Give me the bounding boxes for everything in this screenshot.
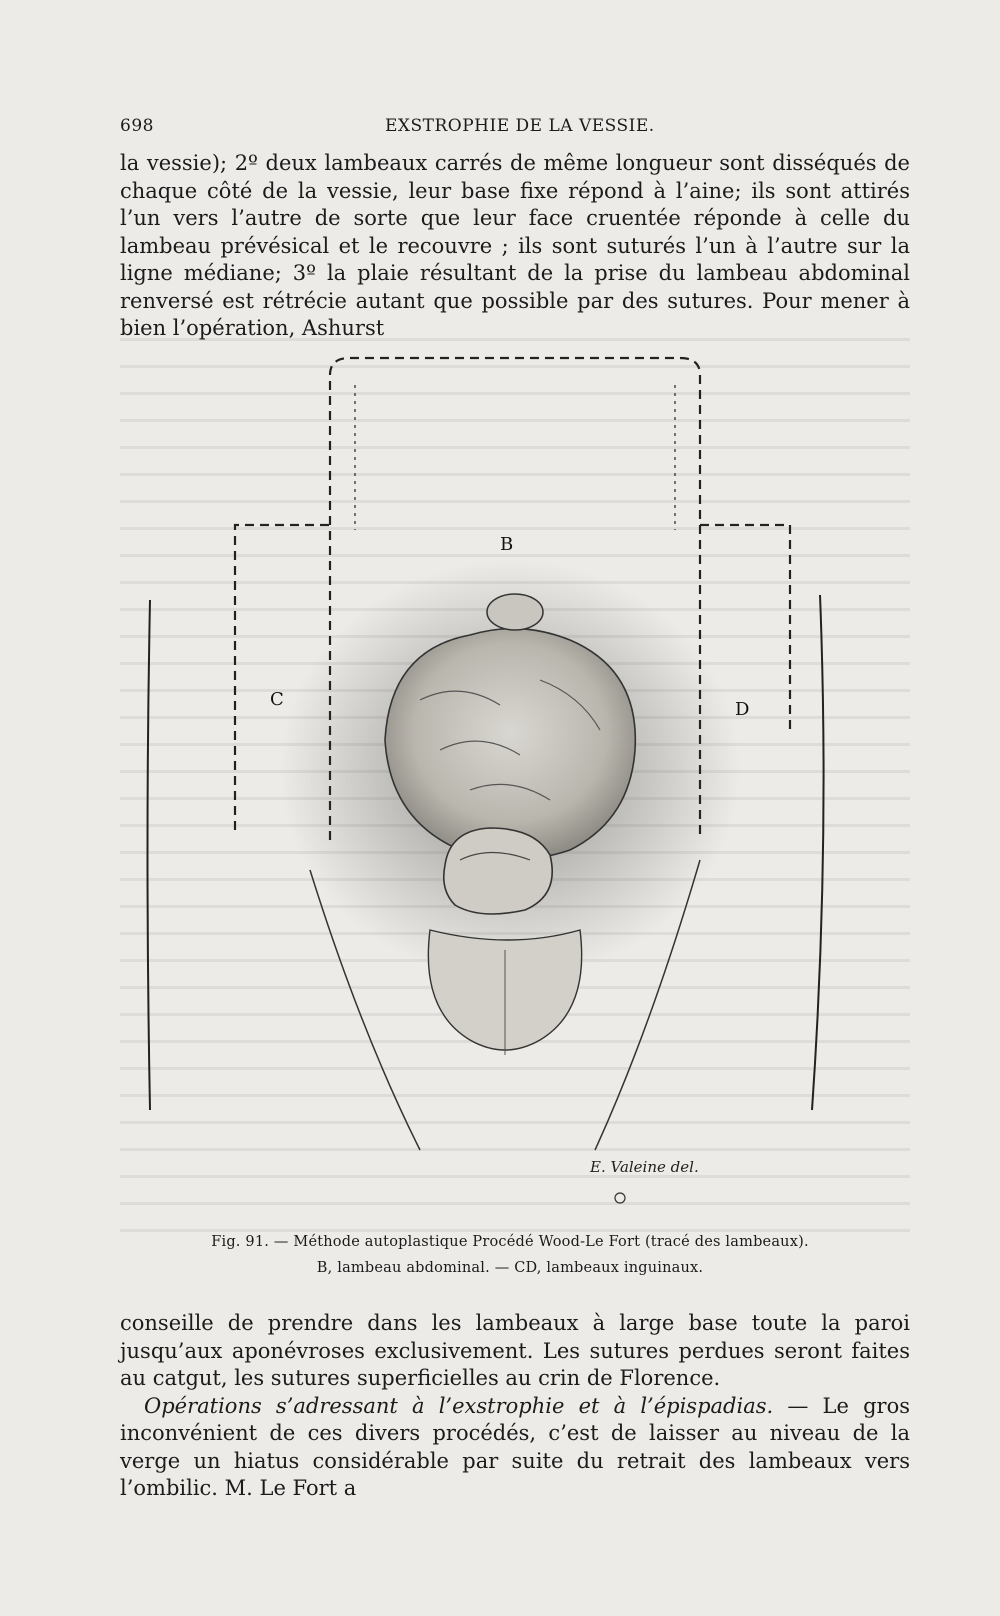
label-d: D: [735, 699, 750, 720]
signature: E. Valeine del.: [590, 1158, 699, 1176]
paragraph-top-text: la vessie); 2º deux lambeaux carrés de même longueur sont disséqués de chaque côté de la vessie, leur base fixe répond à l’aine; ils sont attirés l’un vers l’autre de sorte que leur face cruentée réponde à celle du lambeau prévésical et le recouvre ; ils sont suturés l’un à l’autre sur la ligne médiane; 3º la plaie résultant de la prise du lambeau abdominal renversé est rétrécie autant que possible par des sutures. Pour mener à bien l’opération, Ashurst: [120, 151, 910, 340]
figure-91: [140, 350, 920, 1230]
signature-mark: [615, 1193, 625, 1203]
left-body-contour: [148, 600, 151, 1110]
running-title: EXSTROPHIE DE LA VESSIE.: [385, 116, 655, 136]
figure-caption-line-2: B, lambeau abdominal. — CD, lambeaux inguinaux.: [316, 1260, 704, 1276]
page-number: 698: [120, 116, 154, 136]
paragraph-bottom-2-text: — Le gros inconvénient de ces divers procédés, c’est de laisser au niveau de la verge un hiatus considérable par suite du retrait des lambeaux vers l’ombilic. M. Le Fort a: [120, 1393, 910, 1500]
figure-illustration: [140, 350, 920, 1230]
bladder-mass: [385, 629, 635, 860]
paragraph-top: [120, 150, 910, 343]
figure-caption-line-1: Fig. 91. — Méthode autoplastique Procédé Wood-Le Fort (tracé des lambeaux).: [211, 1234, 809, 1250]
paragraph-bottom-2: [120, 1393, 910, 1503]
running-head: [120, 112, 890, 142]
umbilicus: [487, 594, 543, 630]
glans: [444, 828, 552, 914]
paragraph-bottom-1: conseille de prendre dans les lambeaux à large base toute la paroi jusqu’aux aponévroses exclusivement. Les sutures perdues seront faites au catgut, les sutures superficielles au crin de Florence.: [120, 1311, 910, 1390]
section-heading-italic: Opérations s’adressant à l’exstrophie et à l’épispadias.: [144, 1393, 774, 1418]
paragraph-bottom: [120, 1310, 910, 1503]
label-b: B: [500, 534, 514, 555]
label-c: C: [270, 689, 284, 710]
right-body-contour: [812, 595, 824, 1110]
